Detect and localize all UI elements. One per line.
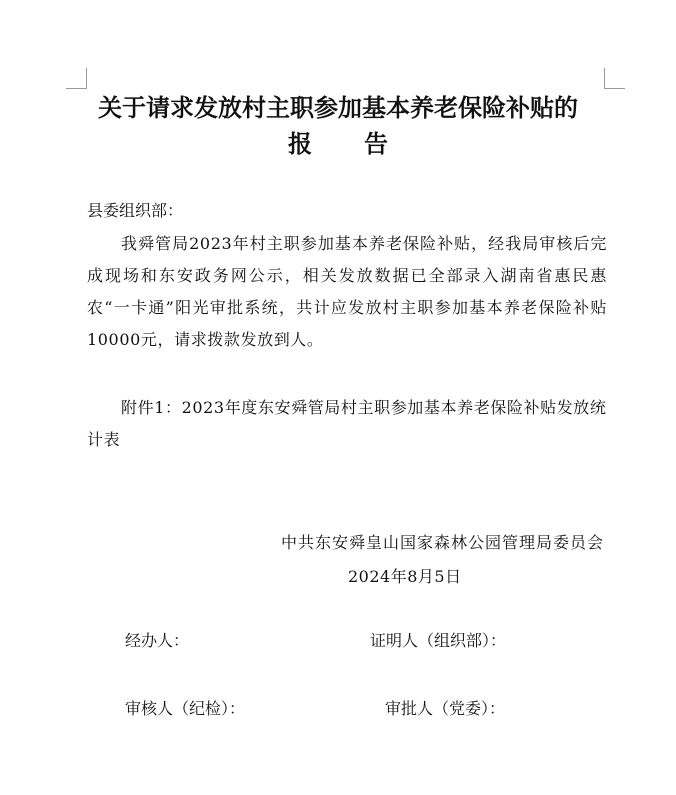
- crop-mark-top-left: [66, 68, 87, 89]
- attachment-line: 附件1：2023年度东安舜管局村主职参加基本养老保险补贴发放统计表: [87, 398, 607, 449]
- document-date: 2024年8月5日: [348, 567, 462, 586]
- document-title-line1: 关于请求发放村主职参加基本养老保险补贴的: [98, 93, 578, 122]
- signature-handler: 经办人：: [125, 631, 190, 650]
- crop-mark-top-right: [604, 68, 625, 89]
- signature-certifier: 证明人（组织部）：: [370, 631, 507, 650]
- signature-approver: 审批人（党委）：: [385, 699, 506, 718]
- body-paragraph: 我舜管局2023年村主职参加基本养老保险补贴，经我局审核后完成现场和东安政务网公示，相关发放数据已全部录入湖南省惠民惠农“一卡通”阳光审批系统，共计应发放村主职参加基本养老保险补贴10000元，请求拨款发放到人。: [87, 234, 607, 349]
- title-word-report-2: 告: [364, 129, 388, 158]
- document-title-line2: [60, 126, 616, 162]
- title-word-report-1: 报: [288, 129, 312, 158]
- salutation: 县委组织部：: [87, 201, 184, 220]
- issuing-organization: 中共东安舜皇山国家森林公园管理局委员会: [280, 533, 604, 552]
- signature-reviewer: 审核人（纪检）：: [125, 699, 246, 718]
